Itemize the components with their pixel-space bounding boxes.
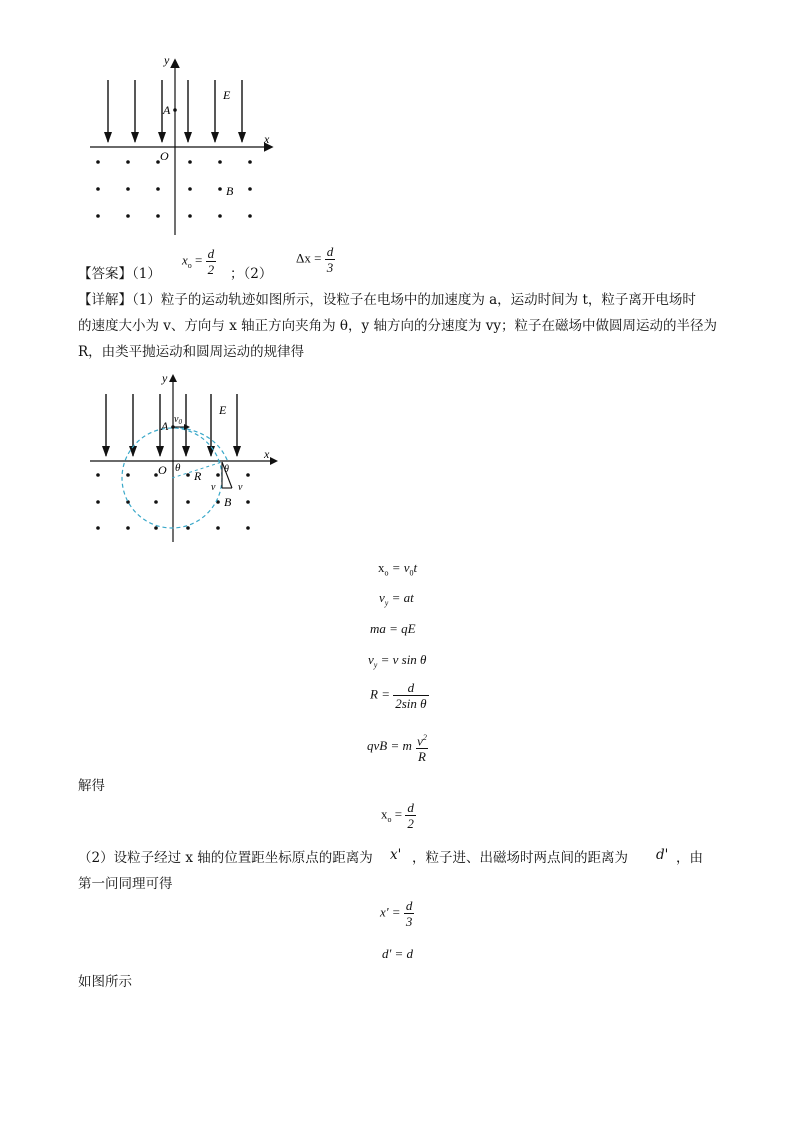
- v0-label: $v_0$: [174, 414, 182, 426]
- detail-line-3: R，由类平抛运动和圆周运动的规律得: [78, 344, 305, 360]
- answer-sep: ；（2）: [230, 266, 273, 282]
- field-arrowhead: [104, 132, 112, 143]
- field-arrowhead: [158, 132, 166, 143]
- trajectory-diagram: [80, 370, 290, 550]
- equation-5: R = $\frac{d}{\text{2sin θ}}$: [370, 680, 427, 711]
- part2-line-2: 第一问同理可得: [78, 876, 173, 892]
- y-label: y: [164, 53, 170, 67]
- equation-1: $x_o = v_0t$: [378, 560, 418, 578]
- answer-prefix: 【答案】（1）: [78, 266, 161, 282]
- a-label: A: [163, 103, 171, 117]
- theta-label-1: θ: [175, 462, 181, 474]
- x-label: x: [264, 132, 270, 146]
- field-arrowhead: [131, 132, 139, 143]
- point-a: [173, 108, 177, 112]
- equation-2: $v_y$ = at: [379, 590, 414, 608]
- b-label: B: [226, 184, 234, 198]
- field-arrowhead: [211, 132, 219, 143]
- detail-line-2: 的速度大小为 v、方向与 x 轴正方向夹角为 θ，y 轴方向的分速度为 vy；粒子在磁场中做圆周运动的半径为: [78, 318, 717, 334]
- closing-text: 如图所示: [78, 974, 132, 990]
- r-label: R: [194, 469, 202, 483]
- part2-sym-x-prime: x': [390, 847, 402, 863]
- solve-equation: $x_o$ = $\frac{d}{2}$: [381, 800, 414, 831]
- part2-line-1b: ，粒子进、出磁场时两点间的距离为: [412, 850, 628, 866]
- part2-line-1a: （2）设粒子经过 x 轴的位置距坐标原点的距离为: [78, 850, 373, 866]
- detail-line-1: 【详解】（1）粒子的运动轨迹如图所示，设粒子在电场中的加速度为 a，运动时间为 t，粒子离开电场时: [78, 292, 696, 308]
- equation-4: $v_y = v$ sin θ: [368, 652, 427, 670]
- y-label: y: [162, 371, 168, 385]
- x-label: x: [264, 447, 270, 461]
- e-label: E: [219, 403, 227, 417]
- e-label: E: [223, 88, 231, 102]
- field-arrowhead: [238, 132, 246, 143]
- answer-eq-1: $x_o$ = $\frac{d}{2}$: [182, 246, 215, 277]
- part2-equation-2: d' = d: [382, 946, 414, 961]
- y-axis-arrowhead: [169, 374, 177, 382]
- v-label-2: v: [238, 482, 243, 493]
- theta-label-2: θ: [224, 464, 229, 475]
- solve-label: 解得: [78, 778, 105, 794]
- a-label: A: [161, 419, 169, 433]
- part2-line-1c: ，由: [676, 850, 703, 866]
- equation-6: qvB = m $\frac{v^2}{R}$: [367, 733, 427, 765]
- answer-eq-2: Δx = $\frac{d}{3}$: [296, 244, 334, 275]
- field-arrowhead: [184, 132, 192, 143]
- o-label: O: [158, 463, 167, 477]
- v-label-1: v: [211, 482, 216, 493]
- field-diagram-1: [80, 50, 290, 240]
- part2-equation-1: x' = $\frac{d}{3}$: [380, 898, 413, 929]
- equation-3: ma = qE: [370, 621, 416, 636]
- parabola-path: [173, 427, 228, 462]
- o-label: O: [160, 149, 169, 163]
- part2-sym-d-prime: d': [656, 847, 669, 863]
- b-label: B: [224, 495, 232, 509]
- x-axis-arrowhead: [270, 457, 278, 465]
